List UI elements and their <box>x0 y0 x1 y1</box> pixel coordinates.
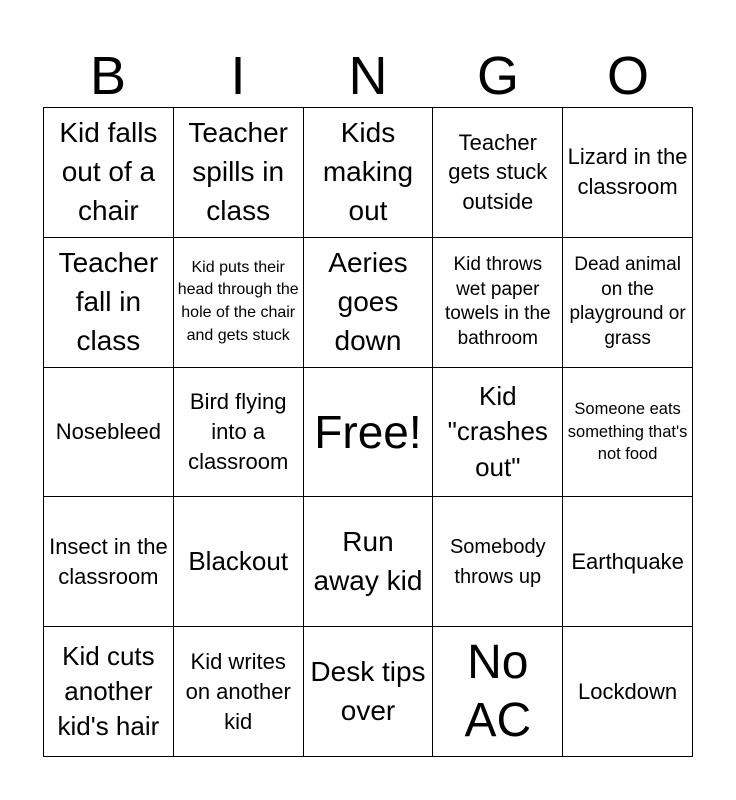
bingo-cell[interactable] <box>174 238 304 368</box>
free-space-cell[interactable] <box>304 368 434 498</box>
bingo-cell[interactable] <box>44 238 174 368</box>
cell-text: Dead animal on the playground or grass <box>569 253 686 349</box>
bingo-cell[interactable] <box>563 238 693 368</box>
bingo-cell[interactable] <box>433 108 563 238</box>
bingo-cell[interactable] <box>433 627 563 757</box>
cell-text: Kid cuts another kid's hair <box>57 640 160 742</box>
cell-text: Earthquake <box>571 548 684 574</box>
header-letter-i: I <box>230 46 246 106</box>
cell-text: Lizard in the classroom <box>567 144 688 200</box>
free-space-text: Free! <box>314 405 422 458</box>
bingo-cell[interactable] <box>174 108 304 238</box>
cell-text: Kid puts their head through the hole of the chair and gets stuck <box>177 258 299 344</box>
cell-text: Insect in the classroom <box>49 533 168 589</box>
cell-text: Kid falls out of a chair <box>59 117 158 226</box>
cell-text: Kid throws wet paper towels in the bathroom <box>444 253 551 349</box>
bingo-cell[interactable] <box>44 108 174 238</box>
cell-text: Kid "crashes out" <box>447 381 548 482</box>
bingo-header <box>43 44 693 108</box>
bingo-cell[interactable] <box>44 497 174 627</box>
bingo-board <box>43 107 693 757</box>
header-letter-g: G <box>476 46 519 106</box>
bingo-cell[interactable] <box>304 238 434 368</box>
header-letter-o: O <box>606 46 649 106</box>
cell-text: Kid writes on another kid <box>185 648 291 734</box>
cell-text: Bird flying into a classroom <box>188 389 289 474</box>
cell-text: Nosebleed <box>55 419 161 445</box>
cell-text: Desk tips over <box>310 655 426 726</box>
bingo-cell[interactable] <box>174 497 304 627</box>
bingo-cell[interactable] <box>563 368 693 498</box>
cell-text: Teacher gets stuck outside <box>448 129 548 215</box>
bingo-cell[interactable] <box>563 108 693 238</box>
bingo-cell[interactable] <box>563 497 693 627</box>
cell-text: No AC <box>464 636 532 747</box>
bingo-cell[interactable] <box>44 627 174 757</box>
cell-text: Aeries goes down <box>328 247 408 356</box>
bingo-cell[interactable] <box>304 497 434 627</box>
header-letter-b: B <box>89 46 127 106</box>
bingo-cell[interactable] <box>174 627 304 757</box>
cell-text: Kids making out <box>322 117 414 226</box>
bingo-cell[interactable] <box>433 238 563 368</box>
cell-text: Someone eats something that's not food <box>567 399 688 464</box>
cell-text: Somebody throws up <box>449 535 546 588</box>
bingo-cell[interactable] <box>433 368 563 498</box>
cell-text: Teacher fall in class <box>58 247 159 356</box>
header-letter-n: N <box>348 46 388 106</box>
bingo-cell[interactable] <box>174 368 304 498</box>
cell-text: Lockdown <box>578 678 678 704</box>
bingo-cell[interactable] <box>304 108 434 238</box>
cell-text: Run away kid <box>313 526 423 596</box>
bingo-cell[interactable] <box>44 368 174 498</box>
cell-text: Teacher spills in class <box>188 117 288 226</box>
bingo-cell[interactable] <box>433 497 563 627</box>
bingo-cell[interactable] <box>563 627 693 757</box>
cell-text: Blackout <box>188 546 289 577</box>
bingo-cell[interactable] <box>304 627 434 757</box>
